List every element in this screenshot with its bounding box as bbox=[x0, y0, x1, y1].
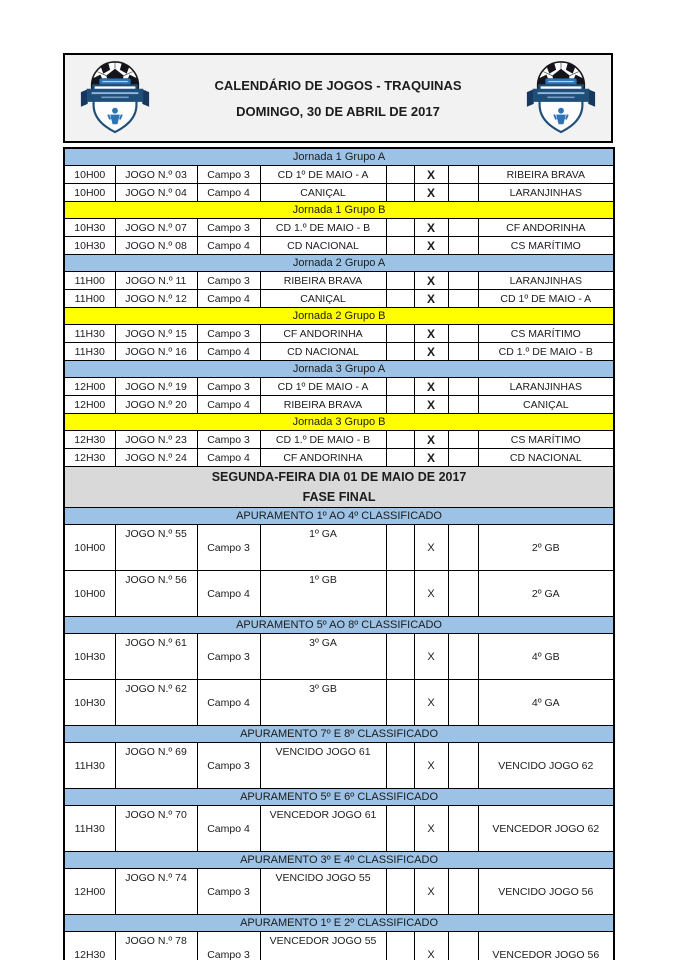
score-blank-cell bbox=[448, 743, 478, 789]
score-blank-cell bbox=[386, 431, 414, 449]
versus-mark-cell: X bbox=[414, 743, 448, 789]
calendar-table-body bbox=[64, 148, 614, 960]
schedule-sheet bbox=[63, 53, 613, 960]
match-field-cell: Campo 4 bbox=[197, 571, 260, 617]
versus-mark-cell: X bbox=[414, 525, 448, 571]
score-blank-cell bbox=[386, 325, 414, 343]
section-band-label: APURAMENTO 7º E 8º CLASSIFICADO bbox=[64, 726, 614, 743]
match-game-number-cell: JOGO N.º 08 bbox=[115, 237, 197, 255]
versus-mark-cell: X bbox=[414, 571, 448, 617]
match-home-team-cell: CD NACIONAL bbox=[260, 343, 386, 361]
match-field-cell: Campo 3 bbox=[197, 378, 260, 396]
score-blank-cell bbox=[448, 378, 478, 396]
versus-mark-cell: X bbox=[414, 219, 448, 237]
score-blank-cell bbox=[386, 166, 414, 184]
match-game-number-cell: JOGO N.º 15 bbox=[115, 325, 197, 343]
logo-ribbon bbox=[87, 89, 144, 102]
match-home-team-cell: CANIÇAL bbox=[260, 290, 386, 308]
match-field-cell: Campo 4 bbox=[197, 396, 260, 414]
match-row bbox=[64, 571, 614, 617]
match-field-cell: Campo 3 bbox=[197, 634, 260, 680]
score-blank-cell bbox=[448, 869, 478, 915]
match-away-team-cell: LARANJINHAS bbox=[478, 272, 614, 290]
day-header-title: SEGUNDA-FEIRA DIA 01 DE MAIO DE 2017 bbox=[211, 470, 467, 484]
versus-mark-cell: X bbox=[414, 184, 448, 202]
match-field-cell: Campo 3 bbox=[197, 219, 260, 237]
match-away-team-cell: 4º GB bbox=[478, 634, 614, 680]
match-time-cell: 12H00 bbox=[64, 869, 115, 915]
section-band-label: Jornada 1 Grupo A bbox=[64, 148, 614, 166]
score-blank-cell bbox=[386, 184, 414, 202]
match-game-number-cell: JOGO N.º 70 bbox=[115, 806, 197, 852]
score-blank-cell bbox=[386, 219, 414, 237]
match-time-cell: 11H30 bbox=[64, 806, 115, 852]
score-blank-cell bbox=[386, 449, 414, 467]
versus-mark-cell: X bbox=[414, 932, 448, 960]
match-home-team-cell: CD 1.º DE MAIO - B bbox=[260, 431, 386, 449]
versus-mark-cell: X bbox=[414, 396, 448, 414]
match-time-cell: 12H30 bbox=[64, 431, 115, 449]
match-home-team-cell: VENCEDOR JOGO 55 bbox=[260, 932, 386, 960]
match-home-team-cell: CD 1º DE MAIO - A bbox=[260, 378, 386, 396]
match-away-team-cell: CS MARÍTIMO bbox=[478, 237, 614, 255]
match-game-number-cell: JOGO N.º 56 bbox=[115, 571, 197, 617]
score-blank-cell bbox=[448, 166, 478, 184]
match-row bbox=[64, 396, 614, 414]
match-home-team-cell: CF ANDORINHA bbox=[260, 325, 386, 343]
day-header-row bbox=[64, 467, 614, 508]
day-header-subtitle: FASE FINAL bbox=[302, 490, 376, 504]
score-blank-cell bbox=[386, 743, 414, 789]
match-field-cell: Campo 4 bbox=[197, 449, 260, 467]
match-game-number-cell: JOGO N.º 03 bbox=[115, 166, 197, 184]
match-row bbox=[64, 378, 614, 396]
match-time-cell: 10H30 bbox=[64, 237, 115, 255]
match-home-team-cell: 3º GA bbox=[260, 634, 386, 680]
section-band bbox=[64, 202, 614, 219]
match-game-number-cell: JOGO N.º 23 bbox=[115, 431, 197, 449]
match-home-team-cell: CD NACIONAL bbox=[260, 237, 386, 255]
match-time-cell: 11H00 bbox=[64, 290, 115, 308]
match-time-cell: 10H00 bbox=[64, 571, 115, 617]
match-game-number-cell: JOGO N.º 74 bbox=[115, 869, 197, 915]
match-field-cell: Campo 4 bbox=[197, 184, 260, 202]
match-row bbox=[64, 932, 614, 960]
logo-ribbon bbox=[533, 89, 590, 102]
match-field-cell: Campo 3 bbox=[197, 743, 260, 789]
score-blank-cell bbox=[448, 325, 478, 343]
versus-mark-cell: X bbox=[414, 806, 448, 852]
section-band bbox=[64, 617, 614, 634]
match-away-team-cell: CD NACIONAL bbox=[478, 449, 614, 467]
match-time-cell: 12H30 bbox=[64, 932, 115, 960]
match-away-team-cell: CS MARÍTIMO bbox=[478, 325, 614, 343]
match-time-cell: 12H30 bbox=[64, 449, 115, 467]
match-home-team-cell: CF ANDORINHA bbox=[260, 449, 386, 467]
match-away-team-cell: VENCEDOR JOGO 62 bbox=[478, 806, 614, 852]
match-home-team-cell: 3º GB bbox=[260, 680, 386, 726]
match-game-number-cell: JOGO N.º 61 bbox=[115, 634, 197, 680]
match-home-team-cell: RIBEIRA BRAVA bbox=[260, 272, 386, 290]
match-field-cell: Campo 4 bbox=[197, 290, 260, 308]
match-field-cell: Campo 3 bbox=[197, 431, 260, 449]
match-game-number-cell: JOGO N.º 62 bbox=[115, 680, 197, 726]
match-game-number-cell: JOGO N.º 78 bbox=[115, 932, 197, 960]
match-time-cell: 11H30 bbox=[64, 743, 115, 789]
match-field-cell: Campo 3 bbox=[197, 325, 260, 343]
match-field-cell: Campo 3 bbox=[197, 166, 260, 184]
score-blank-cell bbox=[386, 396, 414, 414]
match-home-team-cell: 1º GB bbox=[260, 571, 386, 617]
score-blank-cell bbox=[386, 272, 414, 290]
match-row bbox=[64, 290, 614, 308]
match-home-team-cell: VENCIDO JOGO 61 bbox=[260, 743, 386, 789]
score-blank-cell bbox=[386, 525, 414, 571]
match-game-number-cell: JOGO N.º 04 bbox=[115, 184, 197, 202]
match-field-cell: Campo 3 bbox=[197, 869, 260, 915]
match-away-team-cell: LARANJINHAS bbox=[478, 184, 614, 202]
match-game-number-cell: JOGO N.º 12 bbox=[115, 290, 197, 308]
versus-mark-cell: X bbox=[414, 431, 448, 449]
score-blank-cell bbox=[386, 932, 414, 960]
match-home-team-cell: CD 1.º DE MAIO - B bbox=[260, 219, 386, 237]
score-blank-cell bbox=[448, 449, 478, 467]
match-away-team-cell: 2º GA bbox=[478, 571, 614, 617]
match-away-team-cell: RIBEIRA BRAVA bbox=[478, 166, 614, 184]
versus-mark-cell: X bbox=[414, 166, 448, 184]
match-away-team-cell: LARANJINHAS bbox=[478, 378, 614, 396]
score-blank-cell bbox=[386, 634, 414, 680]
match-time-cell: 10H30 bbox=[64, 680, 115, 726]
match-time-cell: 10H30 bbox=[64, 634, 115, 680]
section-band-label: Jornada 1 Grupo B bbox=[64, 202, 614, 219]
score-blank-cell bbox=[448, 290, 478, 308]
versus-mark-cell: X bbox=[414, 869, 448, 915]
section-band bbox=[64, 414, 614, 431]
versus-mark-cell: X bbox=[414, 634, 448, 680]
section-band bbox=[64, 148, 614, 166]
match-field-cell: Campo 4 bbox=[197, 806, 260, 852]
match-schedule-table bbox=[63, 147, 615, 960]
score-blank-cell bbox=[386, 378, 414, 396]
section-band-label: APURAMENTO 1º AO 4º CLASSIFICADO bbox=[64, 508, 614, 525]
section-band bbox=[64, 361, 614, 378]
match-row bbox=[64, 869, 614, 915]
match-game-number-cell: JOGO N.º 24 bbox=[115, 449, 197, 467]
match-time-cell: 10H00 bbox=[64, 525, 115, 571]
match-row bbox=[64, 325, 614, 343]
section-band bbox=[64, 255, 614, 272]
match-game-number-cell: JOGO N.º 07 bbox=[115, 219, 197, 237]
match-time-cell: 10H00 bbox=[64, 184, 115, 202]
section-band-label: Jornada 3 Grupo B bbox=[64, 414, 614, 431]
match-row bbox=[64, 272, 614, 290]
page-subtitle-date: DOMINGO, 30 DE ABRIL DE 2017 bbox=[236, 103, 440, 119]
match-time-cell: 10H00 bbox=[64, 166, 115, 184]
match-time-cell: 12H00 bbox=[64, 396, 115, 414]
match-home-team-cell: CD 1º DE MAIO - A bbox=[260, 166, 386, 184]
versus-mark-cell: X bbox=[414, 237, 448, 255]
match-away-team-cell: 2º GB bbox=[478, 525, 614, 571]
match-away-team-cell: CF ANDORINHA bbox=[478, 219, 614, 237]
match-field-cell: Campo 4 bbox=[197, 237, 260, 255]
match-row bbox=[64, 634, 614, 680]
versus-mark-cell: X bbox=[414, 449, 448, 467]
match-row bbox=[64, 680, 614, 726]
match-time-cell: 11H30 bbox=[64, 343, 115, 361]
match-row bbox=[64, 806, 614, 852]
score-blank-cell bbox=[448, 343, 478, 361]
score-blank-cell bbox=[386, 290, 414, 308]
section-band-label: Jornada 2 Grupo A bbox=[64, 255, 614, 272]
score-blank-cell bbox=[386, 571, 414, 617]
match-away-team-cell: CANIÇAL bbox=[478, 396, 614, 414]
section-band bbox=[64, 852, 614, 869]
section-band bbox=[64, 915, 614, 932]
match-game-number-cell: JOGO N.º 55 bbox=[115, 525, 197, 571]
section-band-label: APURAMENTO 5º AO 8º CLASSIFICADO bbox=[64, 617, 614, 634]
section-band-label: APURAMENTO 1º E 2º CLASSIFICADO bbox=[64, 915, 614, 932]
score-blank-cell bbox=[448, 571, 478, 617]
match-row bbox=[64, 743, 614, 789]
match-game-number-cell: JOGO N.º 11 bbox=[115, 272, 197, 290]
score-blank-cell bbox=[448, 680, 478, 726]
match-row bbox=[64, 525, 614, 571]
match-time-cell: 11H00 bbox=[64, 272, 115, 290]
match-game-number-cell: JOGO N.º 19 bbox=[115, 378, 197, 396]
section-band-label: Jornada 2 Grupo B bbox=[64, 308, 614, 325]
score-blank-cell bbox=[386, 237, 414, 255]
club-crest-logo-right bbox=[519, 60, 603, 136]
section-band-label: APURAMENTO 3º E 4º CLASSIFICADO bbox=[64, 852, 614, 869]
score-blank-cell bbox=[448, 237, 478, 255]
score-blank-cell bbox=[386, 869, 414, 915]
section-band-label: Jornada 3 Grupo A bbox=[64, 361, 614, 378]
match-away-team-cell: VENCEDOR JOGO 56 bbox=[478, 932, 614, 960]
section-band bbox=[64, 726, 614, 743]
match-home-team-cell: RIBEIRA BRAVA bbox=[260, 396, 386, 414]
match-away-team-cell: VENCIDO JOGO 62 bbox=[478, 743, 614, 789]
match-time-cell: 10H30 bbox=[64, 219, 115, 237]
match-row bbox=[64, 237, 614, 255]
match-game-number-cell: JOGO N.º 20 bbox=[115, 396, 197, 414]
score-blank-cell bbox=[386, 343, 414, 361]
versus-mark-cell: X bbox=[414, 325, 448, 343]
score-blank-cell bbox=[448, 806, 478, 852]
match-away-team-cell: CD 1.º DE MAIO - B bbox=[478, 343, 614, 361]
score-blank-cell bbox=[448, 932, 478, 960]
match-row bbox=[64, 343, 614, 361]
match-home-team-cell: VENCEDOR JOGO 61 bbox=[260, 806, 386, 852]
match-away-team-cell: CD 1º DE MAIO - A bbox=[478, 290, 614, 308]
document-header bbox=[63, 53, 613, 143]
match-row bbox=[64, 166, 614, 184]
score-blank-cell bbox=[448, 634, 478, 680]
match-time-cell: 12H00 bbox=[64, 378, 115, 396]
match-away-team-cell: 4º GA bbox=[478, 680, 614, 726]
match-row bbox=[64, 184, 614, 202]
match-row bbox=[64, 449, 614, 467]
day-header-cell bbox=[64, 467, 614, 508]
versus-mark-cell: X bbox=[414, 290, 448, 308]
score-blank-cell bbox=[448, 219, 478, 237]
score-blank-cell bbox=[448, 184, 478, 202]
versus-mark-cell: X bbox=[414, 378, 448, 396]
section-band bbox=[64, 789, 614, 806]
versus-mark-cell: X bbox=[414, 272, 448, 290]
match-home-team-cell: 1º GA bbox=[260, 525, 386, 571]
match-row bbox=[64, 431, 614, 449]
section-band-label: APURAMENTO 5º E 6º CLASSIFICADO bbox=[64, 789, 614, 806]
match-away-team-cell: VENCIDO JOGO 56 bbox=[478, 869, 614, 915]
match-home-team-cell: CANIÇAL bbox=[260, 184, 386, 202]
score-blank-cell bbox=[448, 431, 478, 449]
match-field-cell: Campo 3 bbox=[197, 272, 260, 290]
score-blank-cell bbox=[448, 525, 478, 571]
match-game-number-cell: JOGO N.º 69 bbox=[115, 743, 197, 789]
versus-mark-cell: X bbox=[414, 680, 448, 726]
score-blank-cell bbox=[386, 806, 414, 852]
score-blank-cell bbox=[448, 272, 478, 290]
section-band bbox=[64, 508, 614, 525]
match-away-team-cell: CS MARÍTIMO bbox=[478, 431, 614, 449]
match-field-cell: Campo 3 bbox=[197, 525, 260, 571]
match-time-cell: 11H30 bbox=[64, 325, 115, 343]
match-field-cell: Campo 4 bbox=[197, 680, 260, 726]
versus-mark-cell: X bbox=[414, 343, 448, 361]
match-game-number-cell: JOGO N.º 16 bbox=[115, 343, 197, 361]
match-field-cell: Campo 3 bbox=[197, 932, 260, 960]
score-blank-cell bbox=[448, 396, 478, 414]
score-blank-cell bbox=[386, 680, 414, 726]
match-home-team-cell: VENCIDO JOGO 55 bbox=[260, 869, 386, 915]
match-row bbox=[64, 219, 614, 237]
page-title: CALENDÁRIO DE JOGOS - TRAQUINAS bbox=[214, 77, 462, 93]
section-band bbox=[64, 308, 614, 325]
header-titles bbox=[157, 78, 519, 119]
match-field-cell: Campo 4 bbox=[197, 343, 260, 361]
club-crest-logo-left bbox=[73, 60, 157, 136]
